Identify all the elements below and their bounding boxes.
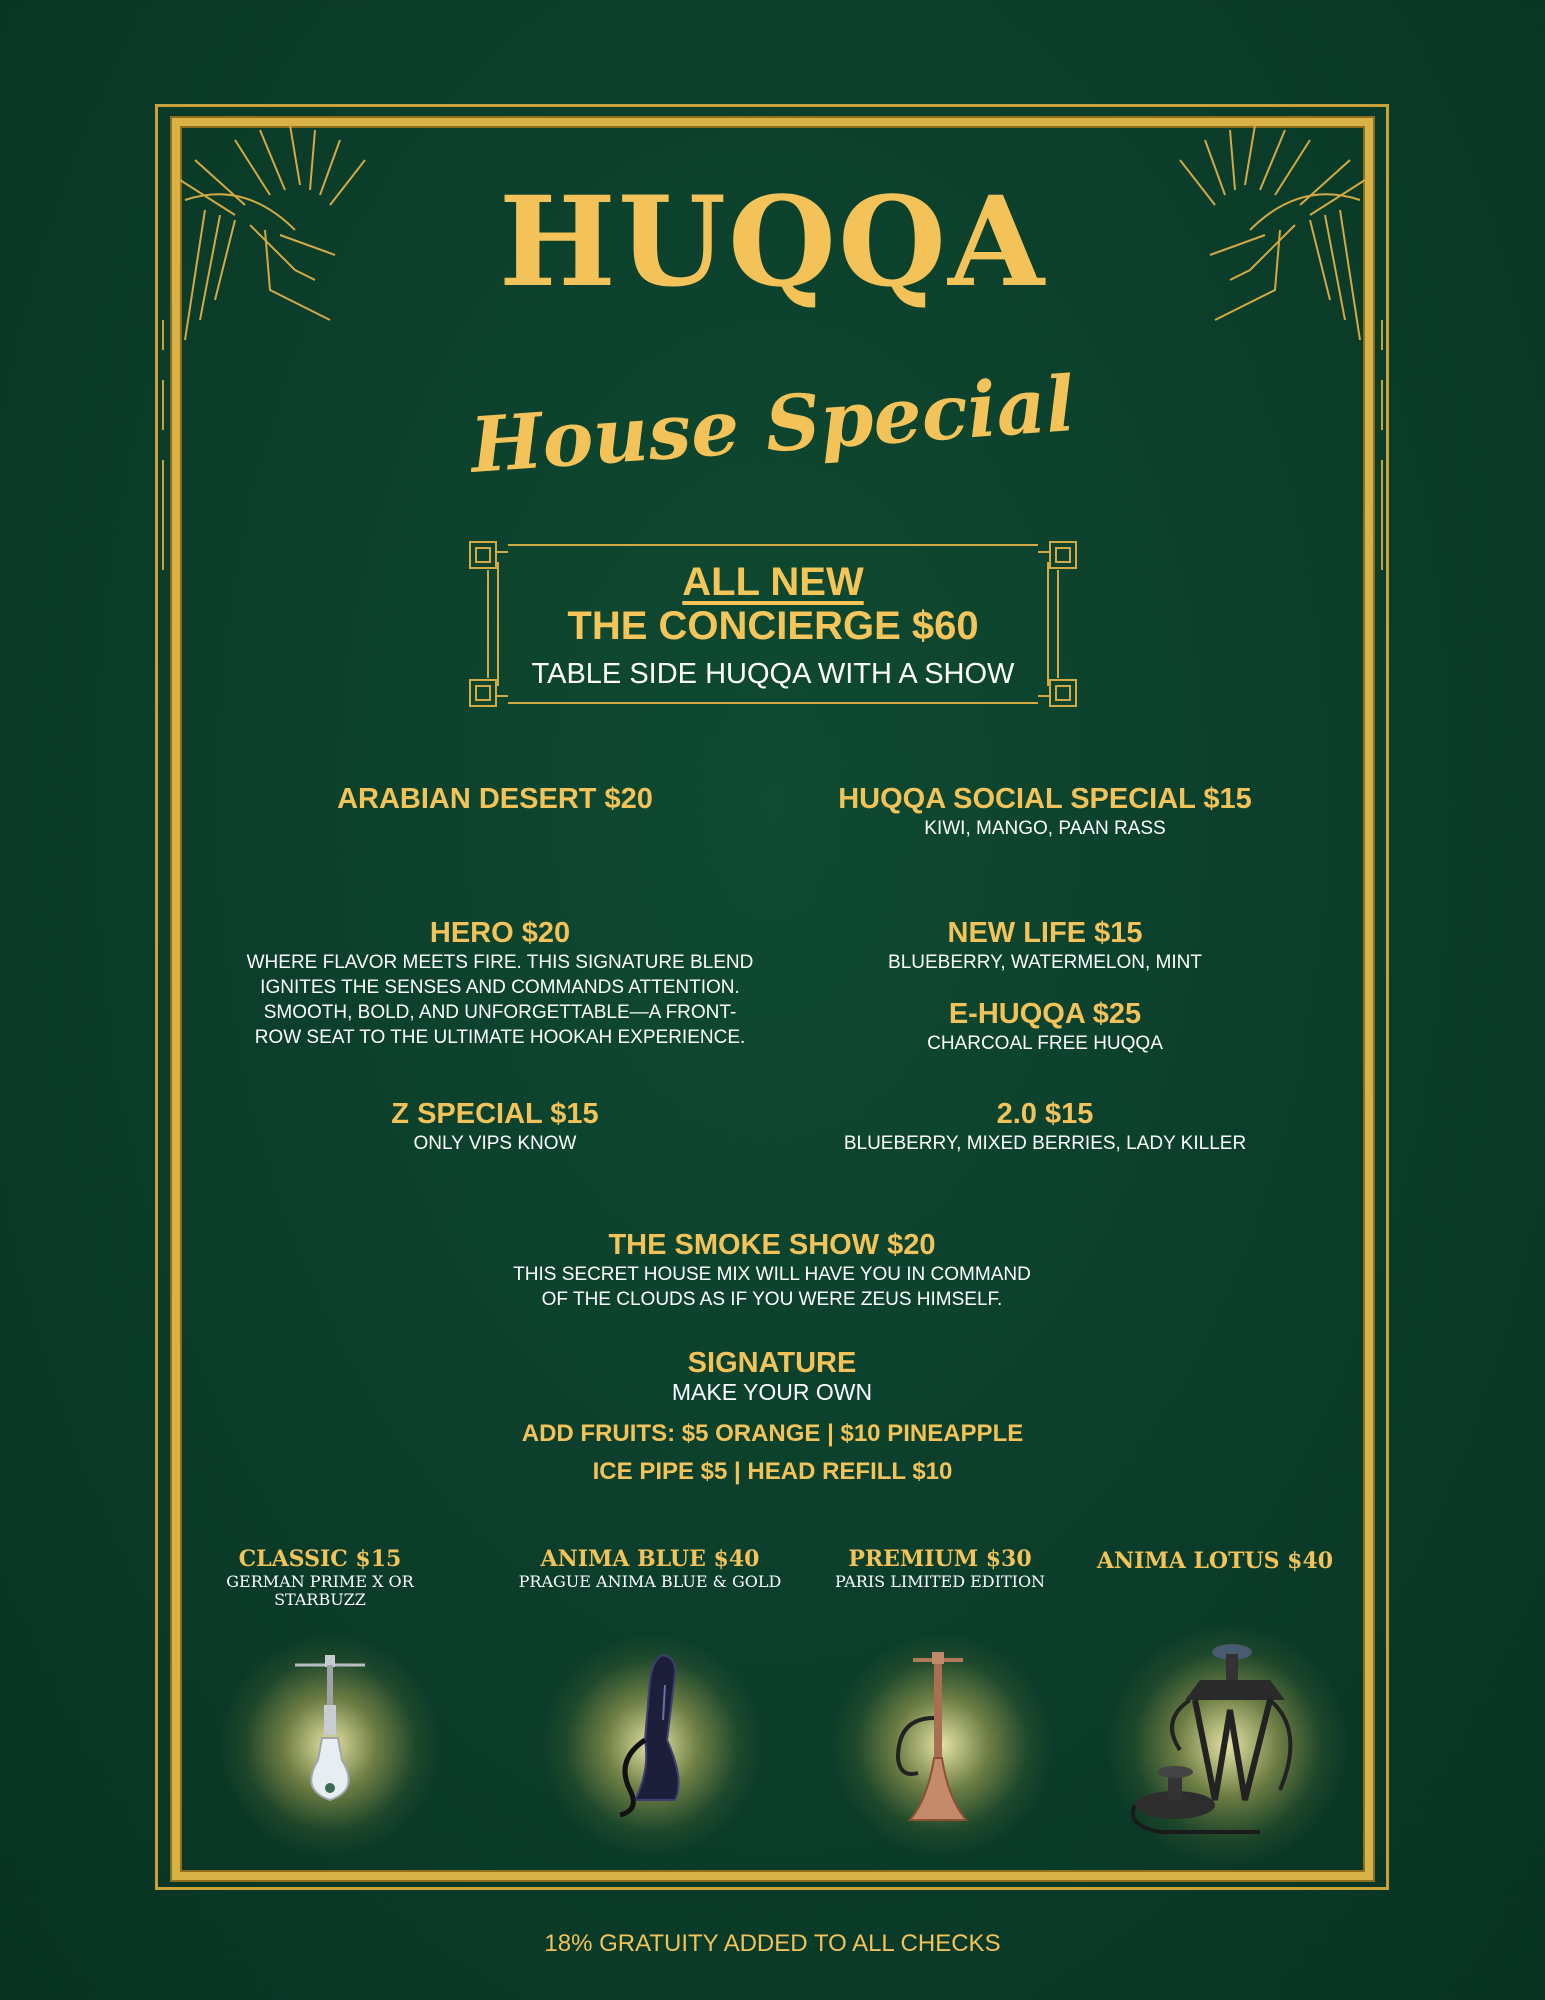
- item-name: HERO $20: [429, 917, 571, 949]
- hookah-anima-blue: [510, 1545, 790, 1591]
- anima-blue-hookah-icon: [605, 1650, 705, 1820]
- hookah-description-line: GERMAN PRIME X OR: [226, 1572, 414, 1591]
- item-description-line: SMOOTH, BOLD, AND UNFORGETTABLE—A FRONT-: [263, 1002, 737, 1023]
- brand-title: HUQQA: [498, 170, 1047, 315]
- item-description-line: OF THE CLOUDS AS IF YOU WERE ZEUS HIMSELF.: [541, 1289, 1003, 1310]
- item-description: BLUEBERRY, WATERMELON, MINT: [888, 952, 1202, 973]
- hookah-name: CLASSIC $15: [238, 1546, 402, 1572]
- hookah-name: PREMIUM $30: [848, 1546, 1032, 1572]
- hookah-classic: [200, 1545, 440, 1609]
- menu-item-e-huqqa: [795, 997, 1295, 1056]
- item-name: HUQQA SOCIAL SPECIAL $15: [838, 783, 1252, 815]
- classic-hookah-icon: [280, 1650, 380, 1810]
- hookah-name: ANIMA BLUE $40: [540, 1546, 760, 1572]
- item-description-line: WHERE FLAVOR MEETS FIRE. THIS SIGNATURE BLEND: [246, 952, 754, 973]
- premium-hookah-icon: [888, 1648, 988, 1828]
- addon-fruits: ADD FRUITS: $5 ORANGE | $10 PINEAPPLE: [521, 1420, 1024, 1447]
- hookah-description-line: PRAGUE ANIMA BLUE & GOLD: [518, 1572, 782, 1591]
- item-description: ONLY VIPS KNOW: [413, 1133, 577, 1154]
- item-name: THE SMOKE SHOW $20: [608, 1229, 936, 1261]
- anima-lotus-hookah-icon: [1120, 1640, 1330, 1840]
- hookah-name: ANIMA LOTUS $40: [1096, 1548, 1334, 1574]
- item-name: NEW LIFE $15: [947, 917, 1143, 949]
- item-name: E-HUQQA $25: [948, 998, 1142, 1030]
- menu-item-z-special: [270, 1097, 720, 1156]
- item-name: ARABIAN DESERT $20: [337, 783, 653, 815]
- item-description: MAKE YOUR OWN: [671, 1379, 873, 1405]
- all-new-badge: ALL NEW: [682, 560, 864, 604]
- hookah-description-line: STARBUZZ: [274, 1590, 366, 1609]
- item-description-line: IGNITES THE SENSES AND COMMANDS ATTENTION.: [260, 977, 740, 998]
- item-name: Z SPECIAL $15: [391, 1098, 599, 1130]
- hookah-anima-lotus: [1090, 1547, 1340, 1575]
- featured-item-box: [468, 540, 1078, 708]
- menu-item-signature: [522, 1346, 1022, 1405]
- menu-item-new-life: [795, 916, 1295, 975]
- item-description-line: THIS SECRET HOUSE MIX WILL HAVE YOU IN COMMAND: [513, 1264, 1031, 1285]
- gratuity-notice: 18% GRATUITY ADDED TO ALL CHECKS: [544, 1930, 1001, 1957]
- concierge-description: TABLE SIDE HUQQA WITH A SHOW: [531, 658, 1015, 690]
- menu-item-smoke-show: [422, 1228, 1122, 1312]
- hookah-description-line: PARIS LIMITED EDITION: [834, 1572, 1046, 1591]
- addon-extras: ICE PIPE $5 | HEAD REFILL $10: [592, 1458, 953, 1485]
- item-description: CHARCOAL FREE HUQQA: [927, 1033, 1163, 1054]
- item-description: KIWI, MANGO, PAAN RASS: [924, 818, 1166, 839]
- item-description: BLUEBERRY, MIXED BERRIES, LADY KILLER: [843, 1133, 1247, 1154]
- menu-item-arabian-desert: [270, 782, 720, 816]
- menu-item-2-0: [795, 1097, 1295, 1156]
- concierge-title: THE CONCIERGE $60: [567, 604, 979, 648]
- menu-item-social-special: [795, 782, 1295, 841]
- item-description-line: ROW SEAT TO THE ULTIMATE HOOKAH EXPERIENCE.: [254, 1027, 746, 1048]
- item-name: 2.0 $15: [996, 1098, 1094, 1130]
- item-name: SIGNATURE: [687, 1347, 857, 1379]
- brand-subtitle: House Special: [467, 359, 1078, 490]
- hookah-premium: [820, 1545, 1060, 1591]
- menu-item-hero: [200, 916, 800, 1050]
